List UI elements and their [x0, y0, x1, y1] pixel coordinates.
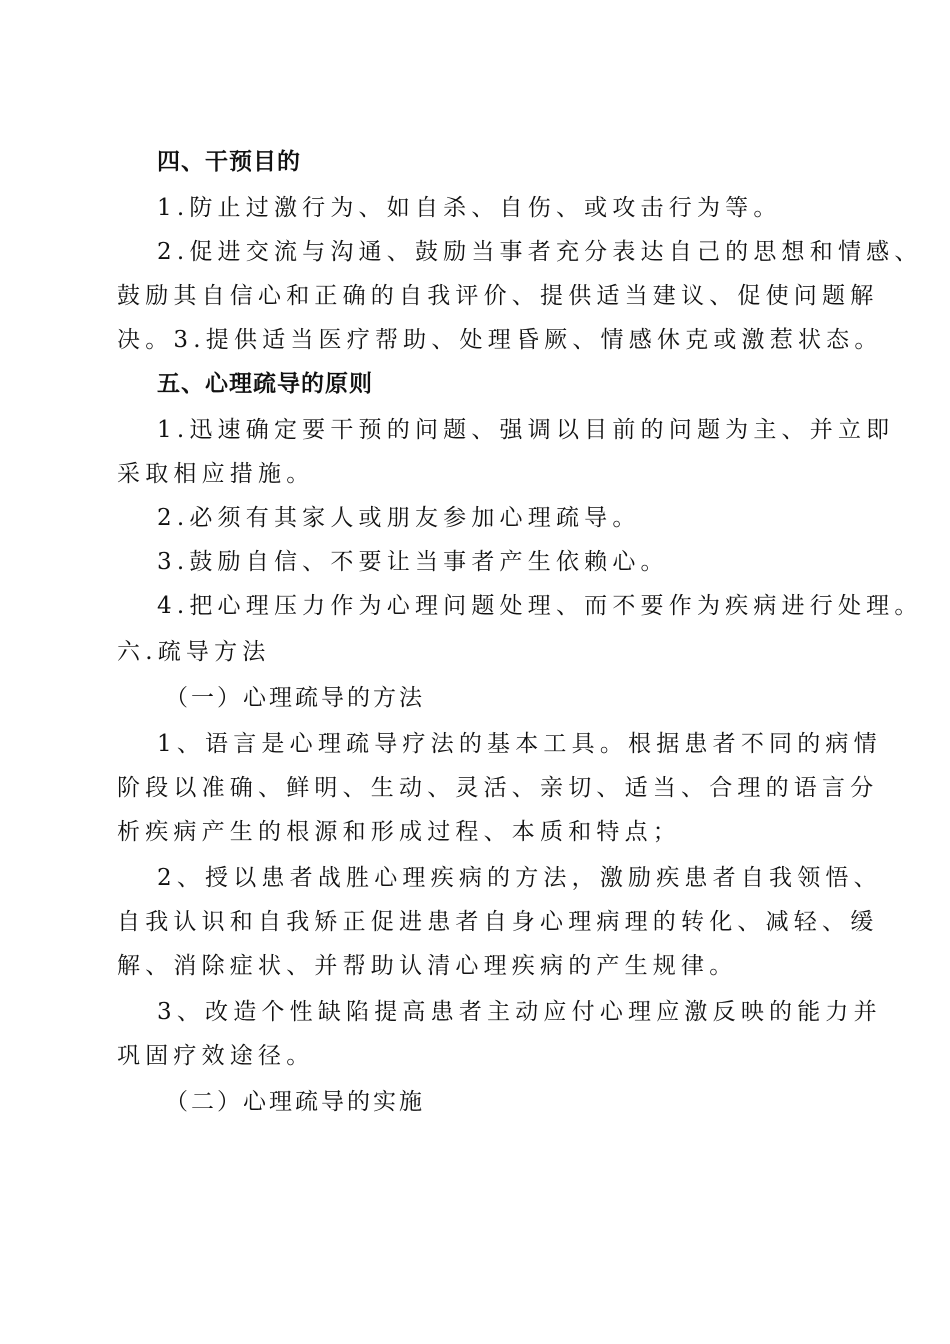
paragraph-line: 鼓励其自信心和正确的自我评价、提供适当建议、促使问题解 [117, 283, 879, 309]
paragraph-line: 自我认识和自我矫正促进患者自身心理病理的转化、减轻、缓 [117, 909, 879, 935]
section-heading-methods: 六.疏导方法 [117, 639, 271, 665]
paragraph-line: 巩固疗效途径。 [117, 1043, 315, 1069]
subsection-heading-implementation: （二）心理疏导的实施 [165, 1089, 425, 1115]
paragraph-line: 解、消除症状、并帮助认清心理疾病的产生规律。 [117, 953, 738, 979]
paragraph-line: 1.迅速确定要干预的问题、强调以目前的问题为主、并立即 [157, 417, 895, 443]
paragraph-line: 1.防止过激行为、如自杀、自伤、或攻击行为等。 [157, 195, 782, 221]
paragraph-line: 1、语言是心理疏导疗法的基本工具。根据患者不同的病情 [157, 731, 882, 757]
section-heading-principles: 五、心理疏导的原则 [157, 371, 373, 397]
paragraph-line: 2.必须有其家人或朋友参加心理疏导。 [157, 505, 641, 531]
paragraph-line: 析疾病产生的根源和形成过程、本质和特点； [117, 819, 681, 845]
paragraph-line: 决。3.提供适当医疗帮助、处理昏厥、情感休克或激惹状态。 [117, 327, 883, 353]
paragraph-line: 2、授以患者战胜心理疾病的方法，激励疾患者自我领悟、 [157, 865, 882, 891]
paragraph-line: 4.把心理压力作为心理问题处理、而不要作为疾病进行处理。 [157, 593, 923, 619]
section-heading-intervention-goals: 四、干预目的 [157, 149, 301, 175]
paragraph-line: 2.促进交流与沟通、鼓励当事者充分表达自己的思想和情感、 [157, 239, 923, 265]
paragraph-line: 阶段以准确、鲜明、生动、灵活、亲切、适当、合理的语言分 [117, 775, 879, 801]
paragraph-line: 3.鼓励自信、不要让当事者产生依赖心。 [157, 549, 669, 575]
paragraph-line: 采取相应措施。 [117, 461, 315, 487]
paragraph-line: 3、改造个性缺陷提高患者主动应付心理应激反映的能力并 [157, 999, 882, 1025]
subsection-heading-methods: （一）心理疏导的方法 [165, 685, 425, 711]
